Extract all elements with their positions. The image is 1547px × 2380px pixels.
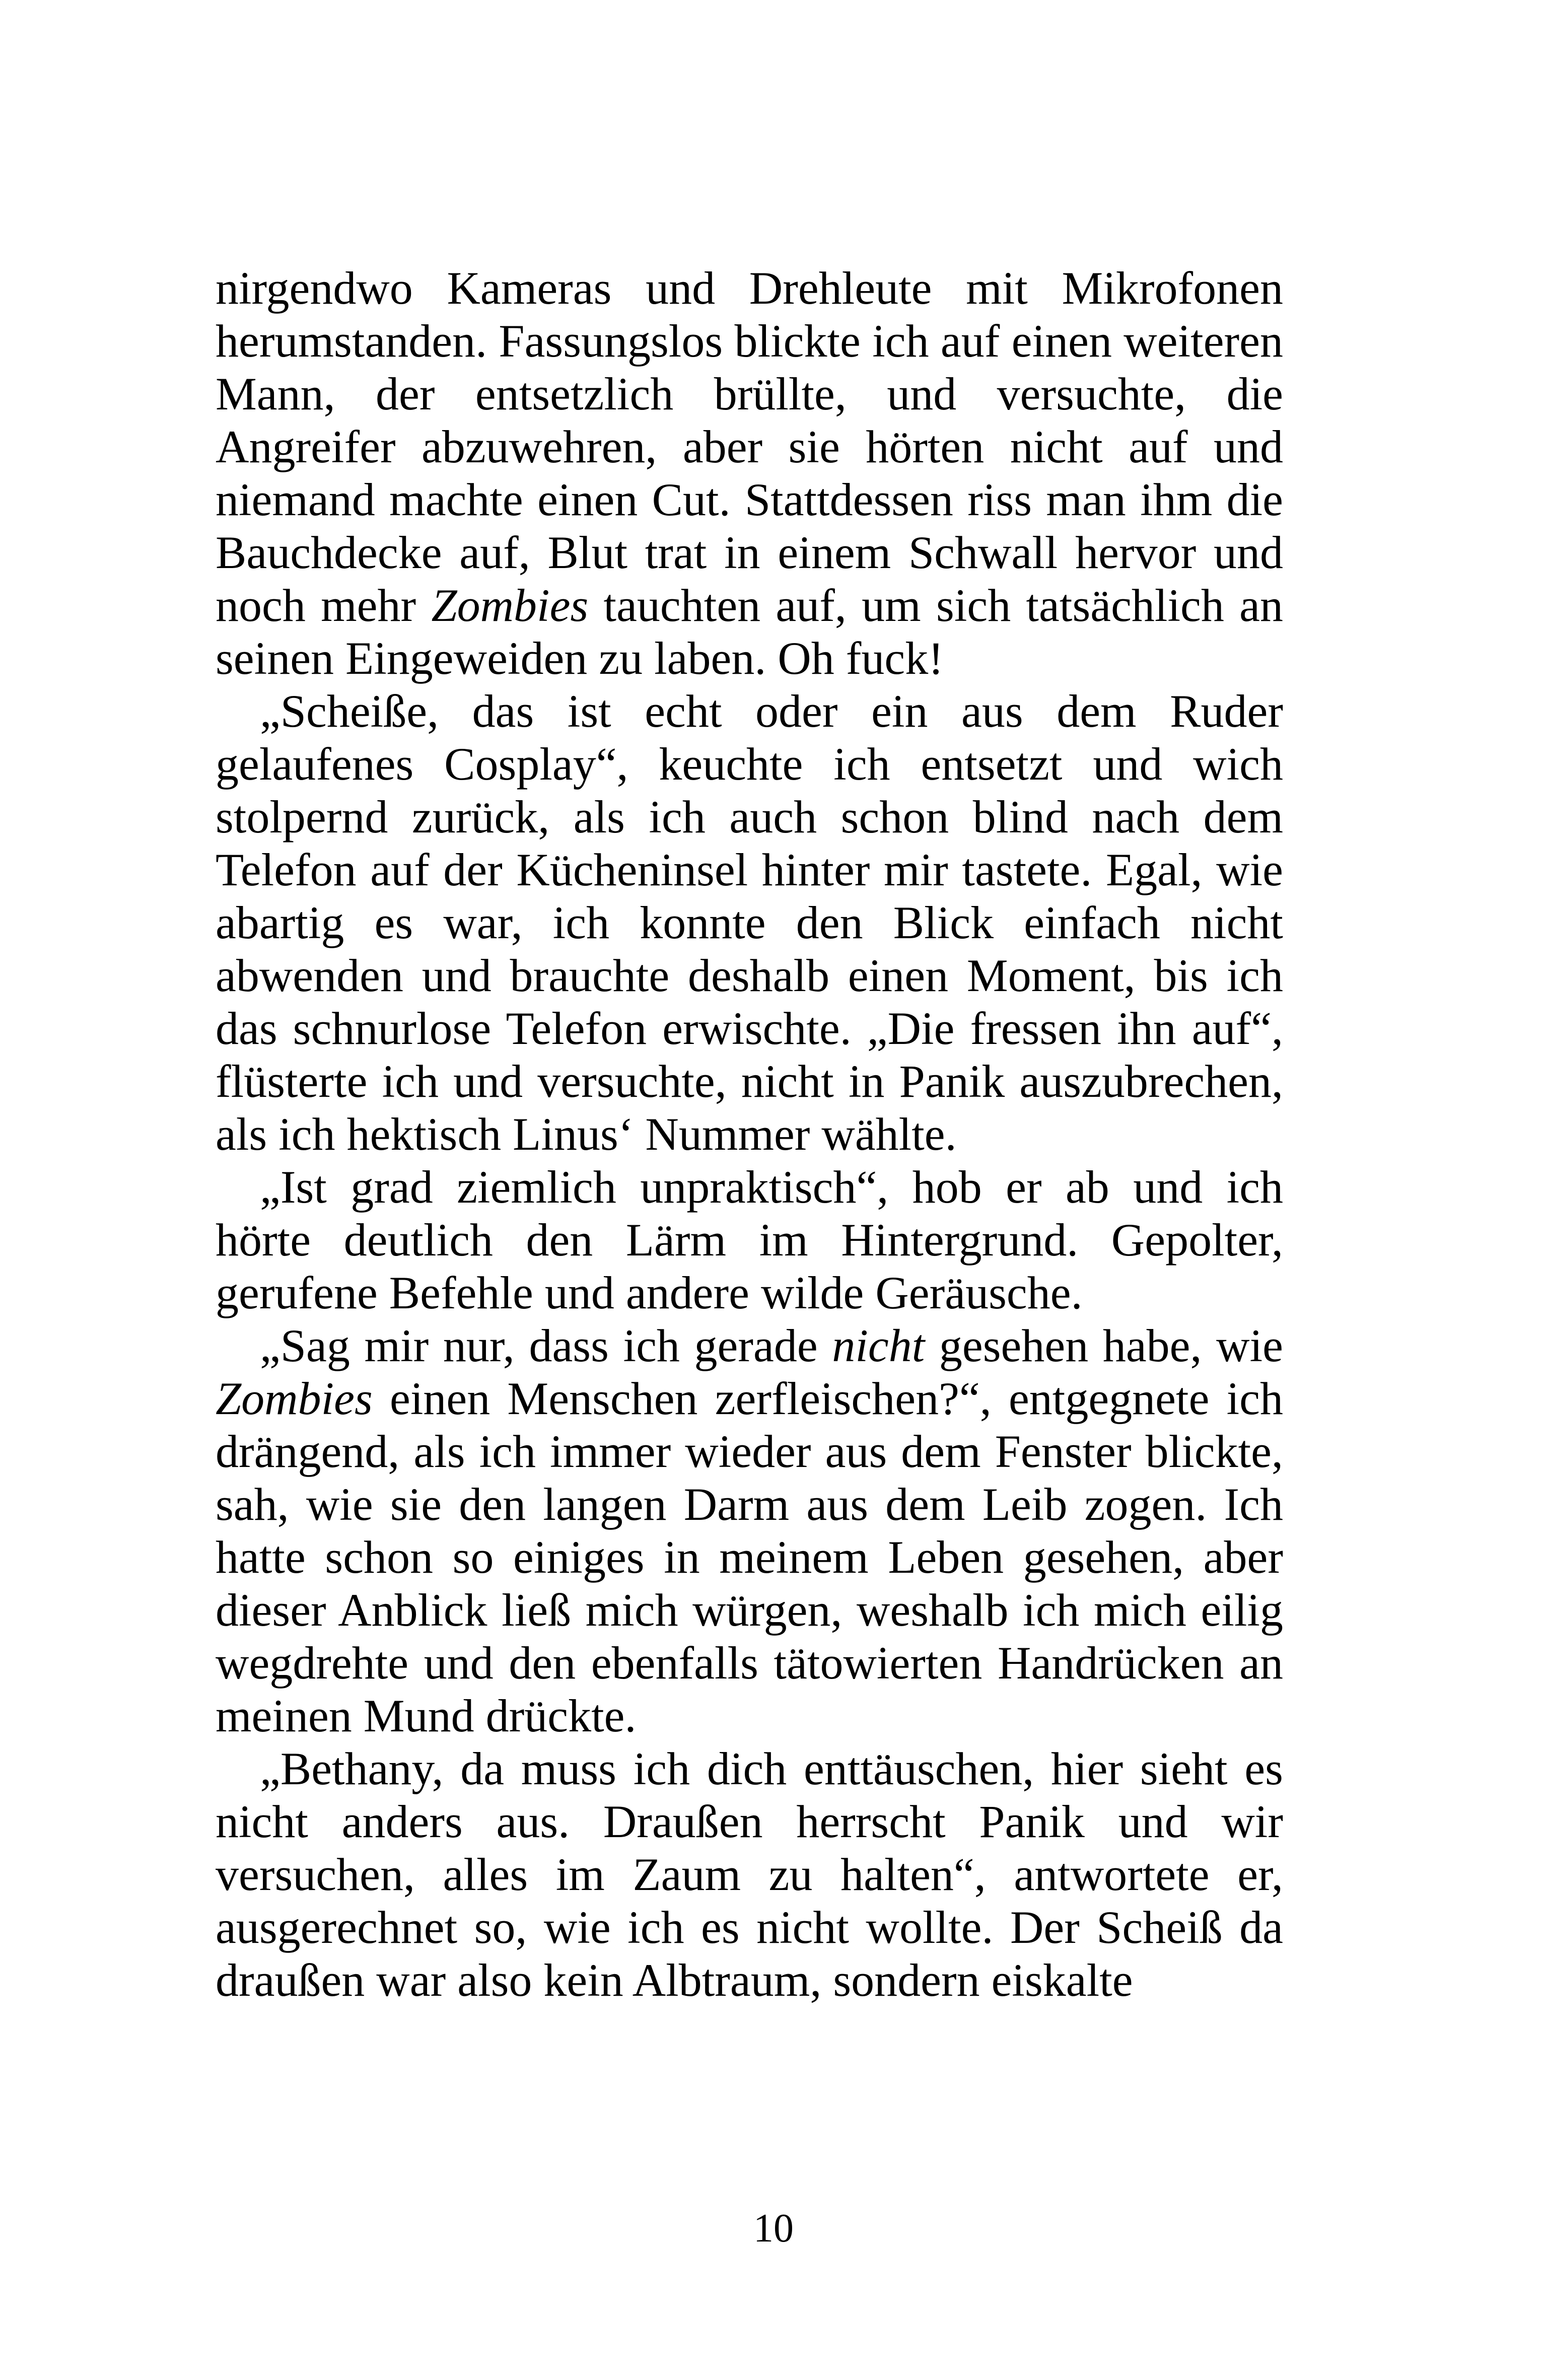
page-number: 10 [753,2206,794,2251]
text-segment: nirgendwo Kameras und Drehleute mit Mikrofonen herumstanden. Fassungslos blickte ich auf einen weiteren Mann, der entsetzlich brüllte, und versuchte, die Angreifer abzuwehren, aber sie hörten nicht auf und niemand machte einen Cut. Stattdessen riss man ihm die Bauchdecke auf, Blut trat in einem Schwall hervor und noch mehr [216,262,1283,631]
paragraph-2 [216,685,1283,1161]
text-segment: „Scheiße, das ist echt oder ein aus dem Ruder gelaufenes Cosplay“, keuchte ich entsetzt und wich stolpernd zurück, als ich auch schon blind nach dem Telefon auf der Kücheninsel hinter mir tastete. Egal, wie abartig es war, ich konnte den Blick einfach nicht abwenden und brauchte deshalb einen Moment, bis ich das schnurlose Telefon erwischte. „Die fressen ihn auf“, flüsterte ich und versuchte, nicht in Panik auszubrechen, als ich hektisch Linus‘ Nummer wählte. [216,685,1283,1160]
text-segment: tauchten auf, um sich tatsächlich an seinen Eingeweiden zu laben. Oh fuck! [216,580,1283,684]
text-segment: „Ist grad ziemlich unpraktisch“, hob er ab und ich hörte deutlich den Lärm im Hintergrund. Gepolter, gerufene Befehle und andere wilde Geräusche. [216,1161,1283,1318]
paragraph-1 [216,262,1283,685]
text-segment: gesehen habe, wie [925,1320,1283,1371]
text-segment: einen Menschen zerfleischen?“, entgegnete ich drängend, als ich immer wieder aus dem Fenster blickte, sah, wie sie den langen Darm aus dem Leib zogen. Ich hatte schon so einiges in meinem Leben gesehen, aber dieser Anblick ließ mich würgen, weshalb ich mich eilig wegdrehte und den ebenfalls tätowierten Handrücken an meinen Mund drückte. [216,1373,1283,1741]
paragraph-4 [216,1319,1283,1742]
text-segment-italic: Zombies [216,1373,373,1424]
text-segment-italic: Zombies [431,580,589,631]
text-segment-italic: nicht [832,1320,925,1371]
text-segment: „Sag mir nur, dass ich gerade [260,1320,832,1371]
paragraph-5 [216,1742,1283,2007]
text-segment: „Bethany, da muss ich dich enttäuschen, hier sieht es nicht anders aus. Draußen herrscht Panik und wir versuchen, alles im Zaum zu halten“, antwortete er, ausgerechnet so, wie ich es nicht wollte. Der Scheiß da draußen war also kein Albtraum, sondern eiskalte [216,1743,1283,2006]
paragraph-3 [216,1161,1283,1319]
body-text [216,262,1283,2007]
